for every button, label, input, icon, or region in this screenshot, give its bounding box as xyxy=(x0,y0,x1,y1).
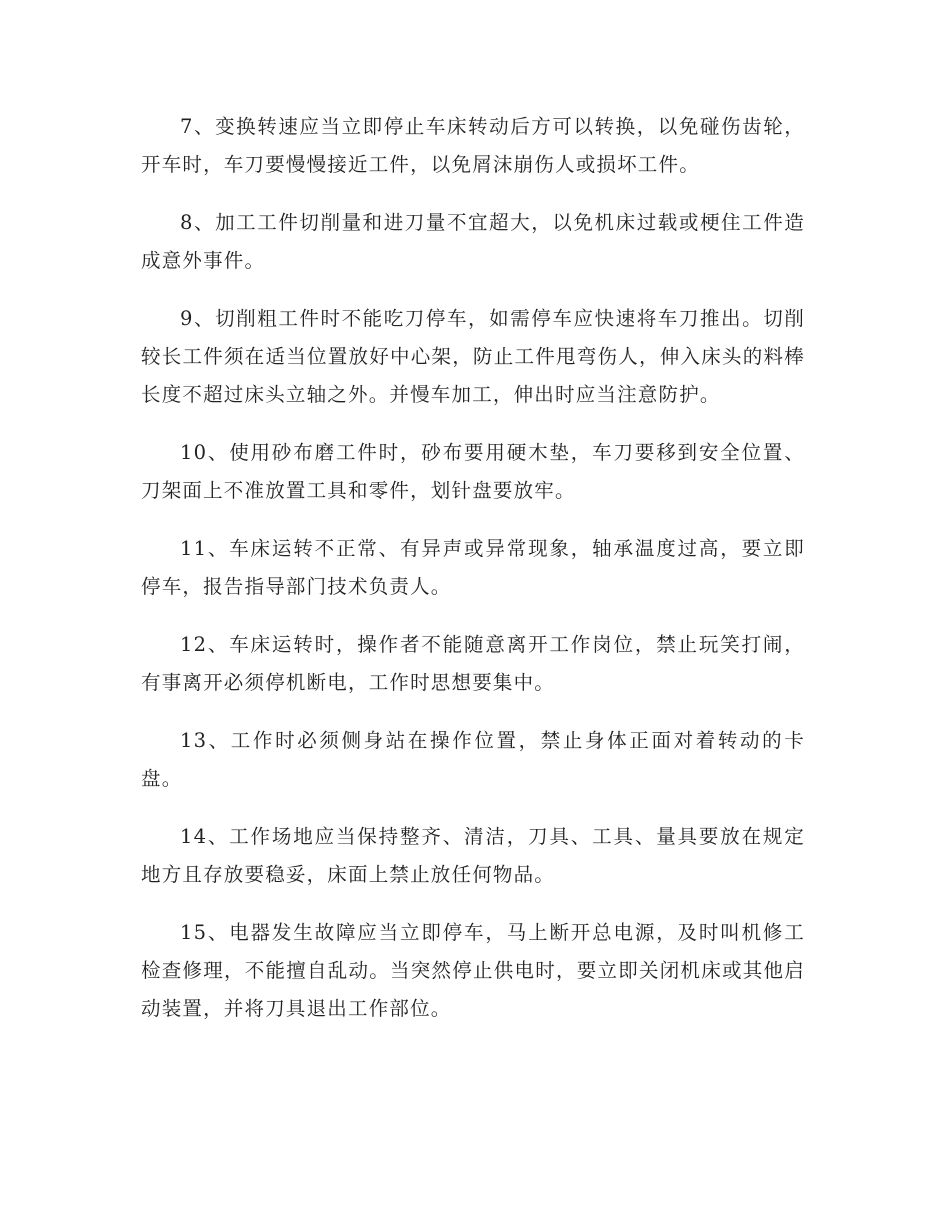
paragraph-8: 8、加工工件切削量和进刀量不宜超大，以免机床过载或梗住工件造成意外事件。 xyxy=(141,211,805,272)
paragraph-12: 12、车床运转时，操作者不能随意离开工作岗位，禁止玩笑打闹，有事离开必须停机断电，工作时思想要集中。 xyxy=(141,633,805,694)
paragraph-15: 15、电器发生故障应当立即停车，马上断开总电源，及时叫机修工检查修理，不能擅自乱动。当突然停止供电时，要立即关闭机床或其他启动装置，并将刀具退出工作部位。 xyxy=(141,921,805,1020)
paragraph-11: 11、车床运转不正常、有异声或异常现象，轴承温度过高，要立即停车，报告指导部门技术负责人。 xyxy=(141,537,805,598)
paragraph-13: 13、工作时必须侧身站在操作位置，禁止身体正面对着转动的卡盘。 xyxy=(141,729,805,790)
paragraph-14: 14、工作场地应当保持整齐、清洁，刀具、工具、量具要放在规定地方且存放要稳妥，床面上禁止放任何物品。 xyxy=(141,825,805,886)
document-body xyxy=(141,108,805,1048)
paragraph-7: 7、变换转速应当立即停止车床转动后方可以转换，以免碰伤齿轮，开车时，车刀要慢慢接近工件，以免屑沫崩伤人或损坏工件。 xyxy=(141,115,805,176)
paragraph-9: 9、切削粗工件时不能吃刀停车，如需停车应快速将车刀推出。切削较长工件须在适当位置放好中心架，防止工件甩弯伤人，伸入床头的料棒长度不超过床头立轴之外。并慢车加工，伸出时应当注意防护。 xyxy=(141,307,805,406)
paragraph-10: 10、使用砂布磨工件时，砂布要用硬木垫，车刀要移到安全位置、刀架面上不准放置工具和零件，划针盘要放牢。 xyxy=(141,441,805,502)
